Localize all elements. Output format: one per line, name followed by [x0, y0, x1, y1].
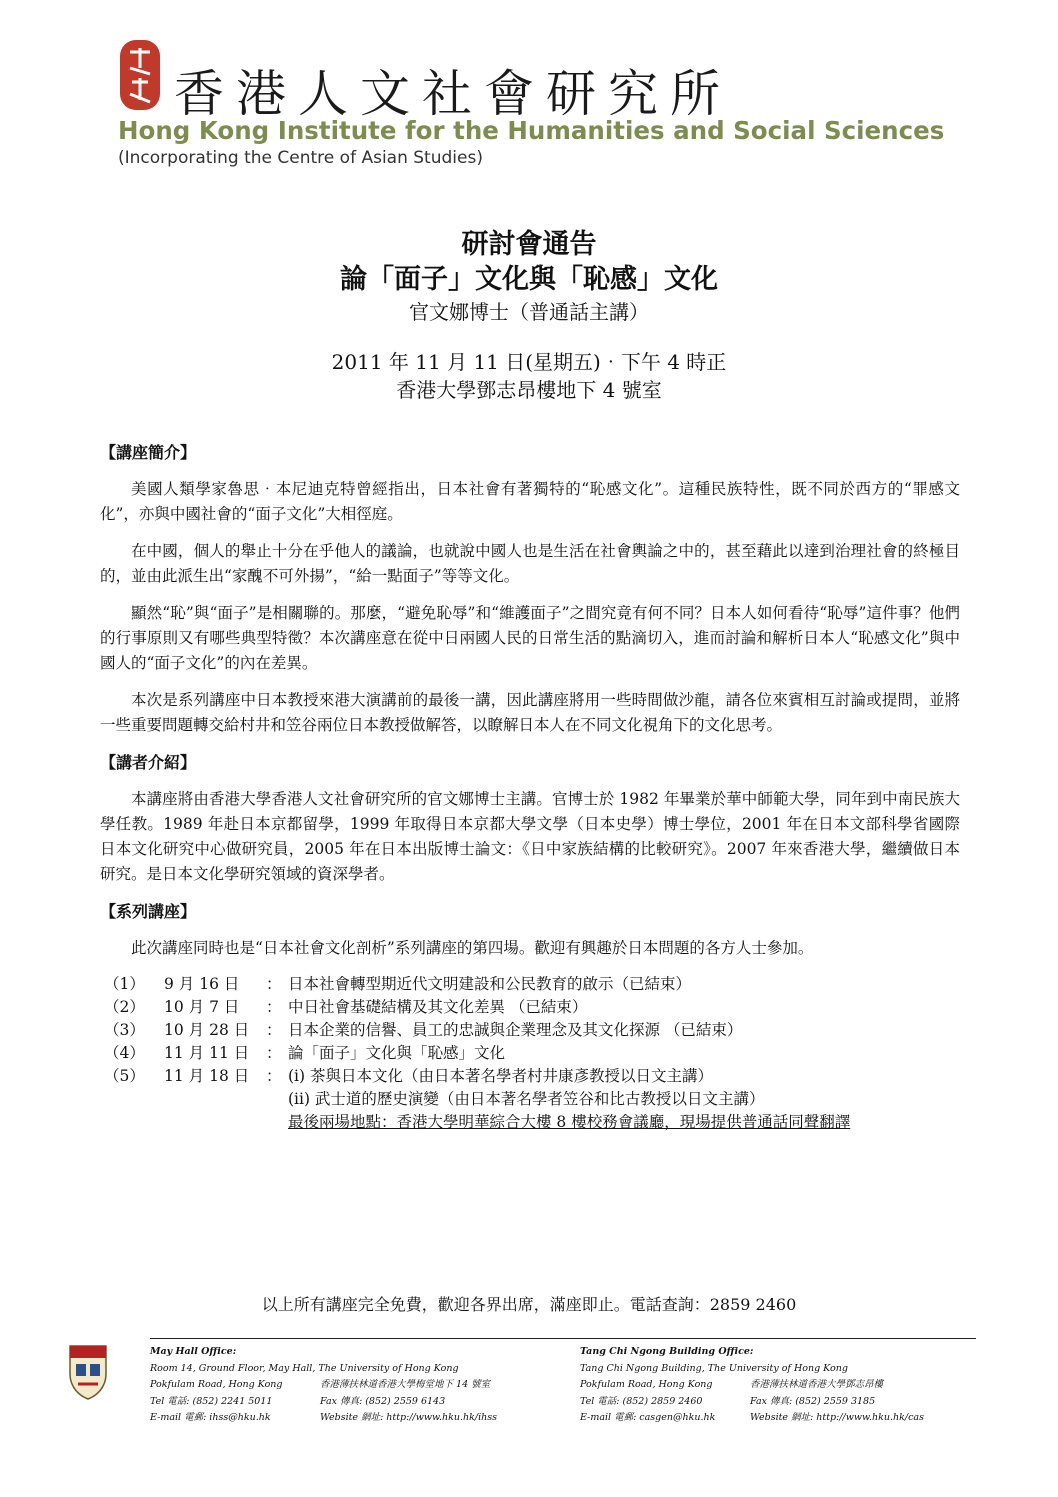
- schedule-topic: 中日社會基礎結構及其文化差異 （已結束）: [288, 998, 588, 1016]
- schedule-date: 10 月 28 日: [164, 1021, 250, 1039]
- intro-paragraph: 顯然“恥”與“面子”是相關聯的。那麼，“避免恥辱”和“維護面子”之間究竟有何不同？日本人如何看待“恥辱”這件事？他們的行事原則又有哪些典型特徵？本次講座意在從中日兩國人民的日常生活的點滴切入，進而討論和解析日本人“恥感文化”與中國人的“面子文化”的內在差異。: [100, 604, 960, 672]
- office-phone-row: [150, 1394, 459, 1411]
- office-title: May Hall Office:: [150, 1346, 237, 1357]
- schedule-subtopic: (i) 茶與日本文化（由日本著名學者村井康彥教授以日文主講）: [288, 1067, 713, 1085]
- office-email[interactable]: E-mail 電郵: casgen@hku.hk: [580, 1412, 716, 1423]
- free-admission-note: 以上所有講座完全免費，歡迎各界出席，滿座即止。電話查詢：2859 2460: [261, 1295, 797, 1314]
- schedule-row: [100, 1019, 960, 1042]
- schedule-topic: [288, 1065, 960, 1134]
- seal-logo-icon: [116, 38, 164, 112]
- office-road: Pokfulam Road, Hong Kong: [580, 1379, 713, 1390]
- letterhead: [108, 36, 968, 166]
- intro-heading: 【講座簡介】: [100, 443, 197, 462]
- office-website[interactable]: Website 網址: http://www.hku.hk/ihss: [320, 1412, 498, 1423]
- intro-paragraph: 在中國，個人的舉止十分在乎他人的議論，也就說中國人也是生活在社會輿論之中的，甚至藉此以達到治理社會的終極目的，並由此派生出“家醜不可外揚”，“給一點面子”等等文化。: [100, 542, 960, 585]
- schedule-topic: 論「面子」文化與「恥感」文化: [288, 1044, 506, 1062]
- office-address-row: [150, 1377, 491, 1394]
- schedule-topic: 日本企業的信譽、員工的忠誠與企業理念及其文化探源 （已結束）: [288, 1021, 743, 1039]
- office-fax: Fax 傳真: (852) 2559 6143: [320, 1395, 446, 1407]
- office-contact-row: [580, 1410, 924, 1427]
- office-tel: Tel 電話: (852) 2241 5011: [150, 1395, 273, 1407]
- footer-divider: [150, 1338, 976, 1339]
- schedule-colon: ：: [266, 998, 282, 1016]
- office-address: Tang Chi Ngong Building, The University of Hong Kong: [580, 1362, 848, 1374]
- schedule-row: [100, 996, 960, 1019]
- office-email[interactable]: E-mail 電郵: ihss@hku.hk: [150, 1412, 271, 1423]
- notice-heading: 研討會通告: [461, 229, 597, 260]
- schedule-subtopic: (ii) 武士道的歷史演變（由日本著名學者笠谷和比古教授以日文主講）: [288, 1090, 765, 1108]
- office-website[interactable]: Website 網址: http://www.hku.hk/cas: [750, 1412, 924, 1423]
- lecture-schedule: [100, 973, 960, 1134]
- schedule-number: （4）: [104, 1044, 145, 1062]
- schedule-number: （3）: [104, 1021, 145, 1039]
- office-address: Room 14, Ground Floor, May Hall, The University of Hong Kong: [150, 1362, 459, 1374]
- seminar-topic: 論「面子」文化與「恥感」文化: [340, 264, 718, 295]
- office-title: Tang Chi Ngong Building Office:: [580, 1346, 754, 1357]
- office-road: Pokfulam Road, Hong Kong: [150, 1379, 283, 1390]
- may-hall-office: [150, 1344, 498, 1427]
- office-chinese-address: 香港薄扶林道香港大學梅堂地下 14 號室: [320, 1379, 491, 1390]
- institute-chinese-name: 香港人文社會研究所: [174, 65, 732, 123]
- office-contact-row: [150, 1410, 498, 1427]
- schedule-date: 11 月 11 日: [164, 1044, 250, 1062]
- schedule-colon: ：: [266, 1067, 282, 1085]
- datetime-line: 2011 年 11 月 11 日(星期五)‧下午 4 時正: [331, 350, 727, 374]
- schedule-topic: 日本社會轉型期近代文明建設和公民教育的啟示（已結束）: [288, 975, 692, 993]
- schedule-row: [100, 1042, 960, 1065]
- schedule-date: 11 月 18 日: [164, 1067, 250, 1085]
- venue-line: 香港大學鄧志昂樓地下 4 號室: [396, 378, 662, 402]
- schedule-colon: ：: [266, 1021, 282, 1039]
- schedule-number: （5）: [104, 1067, 145, 1085]
- institute-english-name: Hong Kong Institute for the Humanities and Social Sciences: [118, 116, 945, 145]
- office-phone-row: [580, 1394, 876, 1411]
- speaker-paragraph: 本講座將由香港大學香港人文社會研究所的官文娜博士主講。官博士於 1982 年畢業於華中師範大學，同年到中南民族大學任教。1989 年赴日本京都留學，1999 年取得日本京都大學文學（日本史學）博士學位，2001 年在日本文部科學省國際日本文化研究中心做研究員，2005 年在日本出版博士論文：《日中家族結構的比較研究》。2007 年來香港大學，繼續做日本研究。是日本文化學研究領域的資深學者。: [100, 790, 960, 883]
- schedule-number: （1）: [104, 975, 145, 993]
- schedule-colon: ：: [266, 1044, 282, 1062]
- notice-body: [100, 440, 960, 1134]
- schedule-number: （2）: [104, 998, 145, 1016]
- tang-chi-ngong-office: [580, 1344, 924, 1427]
- office-footer: [62, 1336, 982, 1466]
- schedule-row: [100, 1065, 960, 1134]
- intro-paragraph: 本次是系列講座中日本教授來港大演講前的最後一講，因此講座將用一些時間做沙龍，請各位來賓相互討論或提問，並將一些重要問題轉交給村井和笠谷兩位日本教授做解答，以瞭解日本人在不同文化視角下的文化思考。: [100, 691, 960, 734]
- university-crest-icon: [68, 1344, 108, 1400]
- intro-paragraph: 美國人類學家魯思‧本尼迪克特曾經指出，日本社會有著獨特的“恥感文化”。這種民族特性，既不同於西方的“罪感文化”，亦與中國社會的“面子文化”大相徑庭。: [100, 480, 960, 523]
- speaker-heading: 【講者介紹】: [100, 753, 197, 772]
- seminar-title-block: [0, 228, 1058, 404]
- office-tel: Tel 電話: (852) 2859 2460: [580, 1395, 703, 1407]
- schedule-row: [100, 973, 960, 996]
- office-address-row: [580, 1377, 884, 1394]
- schedule-colon: ：: [266, 975, 282, 993]
- schedule-date: 9 月 16 日: [164, 975, 240, 993]
- series-heading: 【系列講座】: [100, 902, 197, 921]
- final-venue-note: 最後兩場地點：香港大學明華綜合大樓 8 樓校務會議廳，現場提供普通話同聲翻譯: [288, 1113, 851, 1131]
- series-paragraph: 此次講座同時也是“日本社會文化剖析”系列講座的第四場。歡迎有興趣於日本問題的各方人士參加。: [131, 939, 814, 957]
- schedule-date: 10 月 7 日: [164, 998, 240, 1016]
- office-fax: Fax 傳真: (852) 2559 3185: [750, 1395, 876, 1407]
- institute-english-subtitle: (Incorporating the Centre of Asian Studies): [118, 148, 483, 168]
- speaker-line: 官文娜博士（普通話主講）: [409, 300, 649, 324]
- office-chinese-address: 香港薄扶林道香港大學鄧志昂樓: [750, 1379, 884, 1390]
